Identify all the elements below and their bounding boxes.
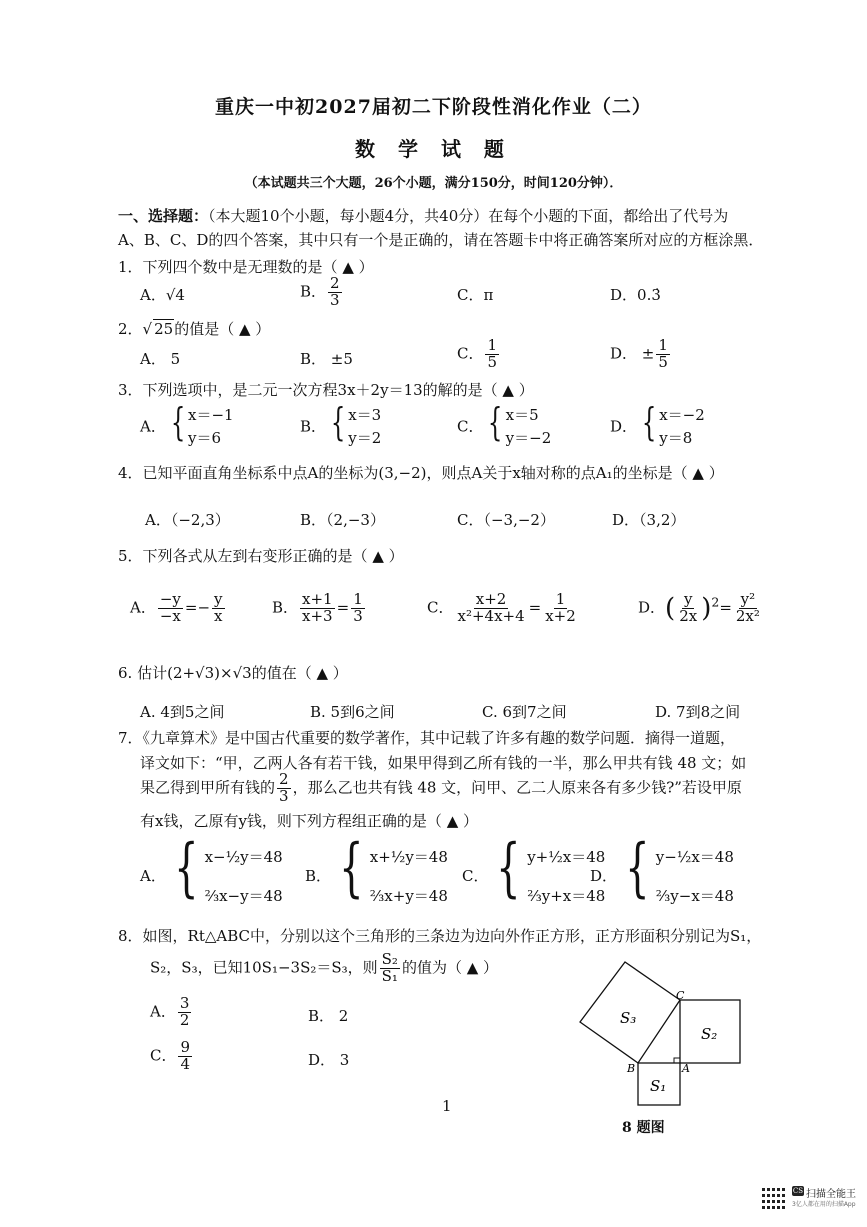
q2-option-d (610, 338, 672, 371)
q8-frac-den: S₁ (381, 966, 398, 985)
q5-d-d1: 2x (679, 606, 698, 625)
q6-expression: (2+√3)×√3 (167, 664, 252, 682)
q1-b-num: 2 (330, 274, 340, 292)
q7-d-eq2: ⅔y−x＝48 (655, 887, 734, 905)
q6-option-d: D. 7到8之间 (655, 703, 741, 721)
q7-line3-tail: ，那么乙也共有钱 48 文，问甲、乙二人原来各有多少钱?”若设甲原 (292, 778, 742, 797)
q4-stem: 4．已知平面直角坐标系中点A的坐标为(3,−2)，则点A关于x轴对称的点A₁的坐标是（ ▲ ） (118, 464, 724, 482)
q7-c-label: C． (462, 867, 489, 885)
q4-option-a: A．（−2,3） (145, 511, 230, 529)
q5-c-d1: x²+4x+4 (457, 606, 525, 625)
q6-stem-head: 6. 估计 (118, 664, 168, 682)
q5-b-n2: 1 (353, 590, 363, 608)
q8-option-b: B． 2 (308, 1007, 349, 1025)
q8-frac-num: S₂ (381, 950, 398, 968)
q2-c-label: C． (457, 344, 484, 363)
q3-c-system: { x＝5 y＝−2 (483, 404, 551, 451)
q7-c-eq2: ⅔y+x＝48 (527, 887, 606, 905)
exam-title: 重庆一中初2027届初二下阶段性消化作业（二） (215, 96, 652, 118)
q2-stem: 2．√ 25的值是（ ▲ ） (118, 320, 271, 338)
q7-a-eq2: ⅔x−y＝48 (204, 887, 283, 905)
q1-option-b-fraction (328, 276, 342, 309)
q3-b-eq2: y＝2 (348, 429, 382, 448)
q3-b-system: { x＝3 y＝2 (326, 404, 381, 451)
q5-b-frac1 (300, 592, 335, 625)
q5-option-a (130, 592, 227, 625)
q5-d-d2: 2x² (735, 606, 760, 625)
q5-c-n2: 1 (555, 590, 566, 608)
q3-d-system: { x＝−2 y＝8 (637, 404, 705, 451)
section1-intro (118, 205, 728, 226)
q4-option-d: D．（3,2） (612, 511, 686, 529)
q8-a-fraction (178, 996, 192, 1029)
q2-c-num: 1 (487, 336, 498, 354)
q5-stem: 5．下列各式从左到右变形正确的是（ ▲ ） (118, 547, 404, 565)
label-s2: S₂ (701, 1025, 718, 1043)
q7-c-eq1: y+½x＝48 (527, 848, 606, 866)
q5-option-b: B． $\frac{x+1}{x+3}$ = $\frac{1}{3}$ (272, 590, 363, 625)
q3-option-d (610, 400, 705, 451)
q4-option-b: B．（2,−3） (300, 511, 385, 529)
q1-option-c: C．π (457, 286, 494, 304)
q2-option-c (457, 338, 501, 371)
q2-stem-tail: 的值是（ ▲ ） (174, 320, 271, 338)
q8-a-den: 2 (179, 1010, 190, 1029)
label-s1: S₁ (650, 1077, 667, 1095)
q7-option-d (590, 831, 734, 916)
q8-option-a (150, 996, 193, 1029)
vertex-a: A (682, 1062, 690, 1075)
q7-d-system: { y−½x＝48 ⅔y−x＝48 (617, 838, 734, 916)
label-s3: S₃ (620, 1009, 637, 1027)
q8-c-label: C． (150, 1046, 177, 1065)
section1-heading: 一、选择题： (118, 207, 209, 225)
q3-option-b (300, 400, 382, 451)
q7-option-a (140, 831, 283, 916)
scanner-brand: 扫描全能王 (806, 1189, 856, 1200)
q1-option-b (300, 276, 344, 309)
q5-d-frac2 (734, 592, 762, 625)
q8-c-num: 9 (180, 1038, 191, 1056)
q7-c-system: { y+½x＝48 ⅔y+x＝48 (488, 838, 605, 916)
q7-frac-den: 3 (279, 786, 289, 805)
q6-stem (118, 662, 348, 683)
q5-a-label: A． (130, 598, 156, 617)
q8-line2-tail: 的值为（ ▲ ） (401, 958, 499, 977)
q2-stem-head: 2． (118, 320, 143, 338)
q5-d-frac1 (677, 592, 699, 625)
q5-option-c: C． $\frac{x+2}{\text{x²+4x+4}}$ = $\frac{1}{x+2}$ (427, 590, 576, 625)
q2-c-fraction (485, 338, 499, 371)
q5-a-d2: x (214, 606, 223, 625)
page-number: 1 (442, 1097, 452, 1115)
q5-a-n2: y (214, 590, 223, 608)
q7-line2: 译文如下：“甲，乙两人各有若干钱，如果甲得到乙所有钱的一半，那么甲共有钱 48 文；如 (140, 754, 747, 772)
camscanner-logo-icon: CS (792, 1187, 804, 1195)
q8-line2-head: S₂，S₃，已知10S₁−3S₂＝S₃，则 (150, 958, 378, 977)
q5-b-frac2 (351, 592, 365, 625)
q6-option-b: B. 5到6之间 (310, 703, 395, 721)
q1-option-d: D．0.3̇ (610, 286, 661, 304)
q3-option-c (457, 400, 552, 451)
q1-option-a: A．√4 (140, 286, 185, 304)
q7-a-eq1: x−½y＝48 (204, 848, 283, 866)
q3-b-label: B． (300, 417, 327, 436)
q5-d-n2: y² (740, 590, 756, 608)
q7-b-label: B． (305, 867, 332, 885)
q7-b-eq1: x+½y＝48 (369, 848, 448, 866)
qr-code-icon (762, 1185, 786, 1209)
q2-d-label: D． ± (610, 344, 655, 363)
q3-a-system: { x＝−1 y＝6 (166, 404, 234, 451)
q5-b-d1: x+3 (302, 606, 333, 625)
q8-c-fraction (178, 1040, 192, 1073)
q7-a-system: { x−½y＝48 ⅔x−y＝48 (166, 838, 283, 916)
vertex-b: B (627, 1062, 636, 1075)
q5-c-label: C． (427, 598, 454, 617)
q5-option-d: D．( $\frac{y}{2x}$ )$^2$= $\frac{\text{y²}}{\text{2x²}}$ (638, 590, 760, 625)
q5-a-frac2 (212, 592, 224, 625)
q1-stem: 1．下列四个数中是无理数的是（ ▲ ） (118, 258, 374, 276)
q5-c-n1: x+2 (475, 590, 507, 608)
q5-c-d2: x+2 (545, 606, 576, 625)
q5-d-n1: y (683, 590, 693, 608)
q7-a-label: A． (140, 867, 166, 885)
subject-title: 数 学 试 题 (355, 137, 512, 161)
q3-d-label: D． (610, 417, 638, 436)
q3-option-a (140, 400, 234, 451)
q1-option-b-label: B． (300, 282, 327, 301)
q5-b-n1: x+1 (302, 590, 333, 608)
right-angle-mark (674, 1058, 680, 1063)
q2-option-b: B． ±5 (300, 350, 353, 368)
q8-option-d: D． 3 (308, 1051, 350, 1069)
q8-figure (570, 955, 750, 1115)
q5-b-label: B． (272, 598, 299, 617)
q2-d-fraction (656, 338, 670, 371)
q7-option-b (305, 831, 448, 916)
q5-c-frac2 (543, 592, 578, 625)
q2-d-den: 5 (658, 352, 668, 371)
scanner-tagline: 3亿人都在用的扫描App (792, 1201, 856, 1208)
q6-stem-tail: 的值在（ ▲ ） (251, 664, 348, 682)
q1-b-den: 3 (330, 290, 340, 309)
section1-intro-line2: A、B、C、D的四个答案，其中只有一个是正确的，请在答题卡中将正确答案所对应的方框涂黑． (118, 231, 764, 249)
q7-line3 (140, 772, 742, 805)
q7-option-c (462, 831, 606, 916)
vertex-c: C (676, 989, 685, 1002)
q7-line1: 7．《九章算术》是中国古代重要的数学著作，其中记载了许多有趣的数学问题．摘得一道题， (118, 729, 736, 747)
q3-b-eq1: x＝3 (348, 406, 382, 424)
q7-fraction (277, 772, 291, 805)
q5-c-frac1 (455, 592, 526, 625)
q5-a-mid: =− (184, 598, 211, 617)
q4-option-c: C．（−3,−2） (457, 511, 555, 529)
q3-d-eq2: y＝8 (659, 429, 693, 448)
q7-d-eq1: y−½x＝48 (655, 848, 734, 866)
q5-a-frac1 (158, 592, 183, 625)
q8-a-num: 3 (179, 994, 190, 1012)
q3-c-label: C． (457, 417, 484, 436)
q8-line2 (150, 952, 498, 985)
q3-a-label: A． (140, 417, 166, 436)
q2-c-den: 5 (487, 352, 498, 371)
q3-d-eq1: x＝−2 (659, 406, 705, 424)
q6-option-a: A. 4到5之间 (140, 703, 225, 721)
q7-d-label: D． (590, 867, 618, 885)
q8-option-c (150, 1040, 194, 1073)
q5-d-label: D． (638, 598, 666, 617)
q3-stem: 3．下列选项中，是二元一次方程3x＋2y＝13的解的是（ ▲ ） (118, 381, 534, 399)
q3-a-eq1: x＝−1 (188, 406, 234, 424)
q5-a-n1: −y (159, 590, 181, 608)
exam-info: （本试题共三个大题，26个小题，满分150分，时间120分钟）． (244, 176, 623, 191)
section1-intro-line1: （本大题10个小题，每小题4分，共40分）在每个小题的下面，都给出了代号为 (208, 207, 729, 225)
q5-b-d2: 3 (353, 606, 363, 625)
q2-radicand: 25 (154, 320, 174, 338)
q2-option-a: A． 5 (140, 350, 181, 368)
q7-line4: 有x钱，乙原有y钱，则下列方程组正确的是（ ▲ ） (140, 812, 479, 830)
q8-line1: 8．如图，Rt△ABC中，分别以这个三角形的三条边为边向外作正方形，正方形面积分别记为S₁， (118, 927, 762, 945)
q7-b-eq2: ⅔x+y＝48 (369, 887, 448, 905)
q7-frac-num: 2 (279, 770, 289, 788)
q8-a-label: A． (150, 1002, 176, 1021)
q3-c-eq1: x＝5 (505, 406, 539, 424)
q3-a-eq2: y＝6 (188, 429, 222, 448)
q3-c-eq2: y＝−2 (505, 429, 552, 448)
q6-option-c: C. 6到7之间 (482, 703, 567, 721)
q5-a-d1: −x (159, 606, 181, 625)
q8-figure-caption: 8 题图 (622, 1120, 665, 1136)
q8-fraction (380, 952, 400, 985)
q7-b-system: { x+½y＝48 ⅔x+y＝48 (331, 838, 448, 916)
q7-line3-head: 果乙得到甲所有钱的 (140, 778, 276, 797)
q5-d-power: 2 (711, 594, 720, 610)
q8-c-den: 4 (180, 1054, 191, 1073)
q2-d-num: 1 (658, 336, 668, 354)
